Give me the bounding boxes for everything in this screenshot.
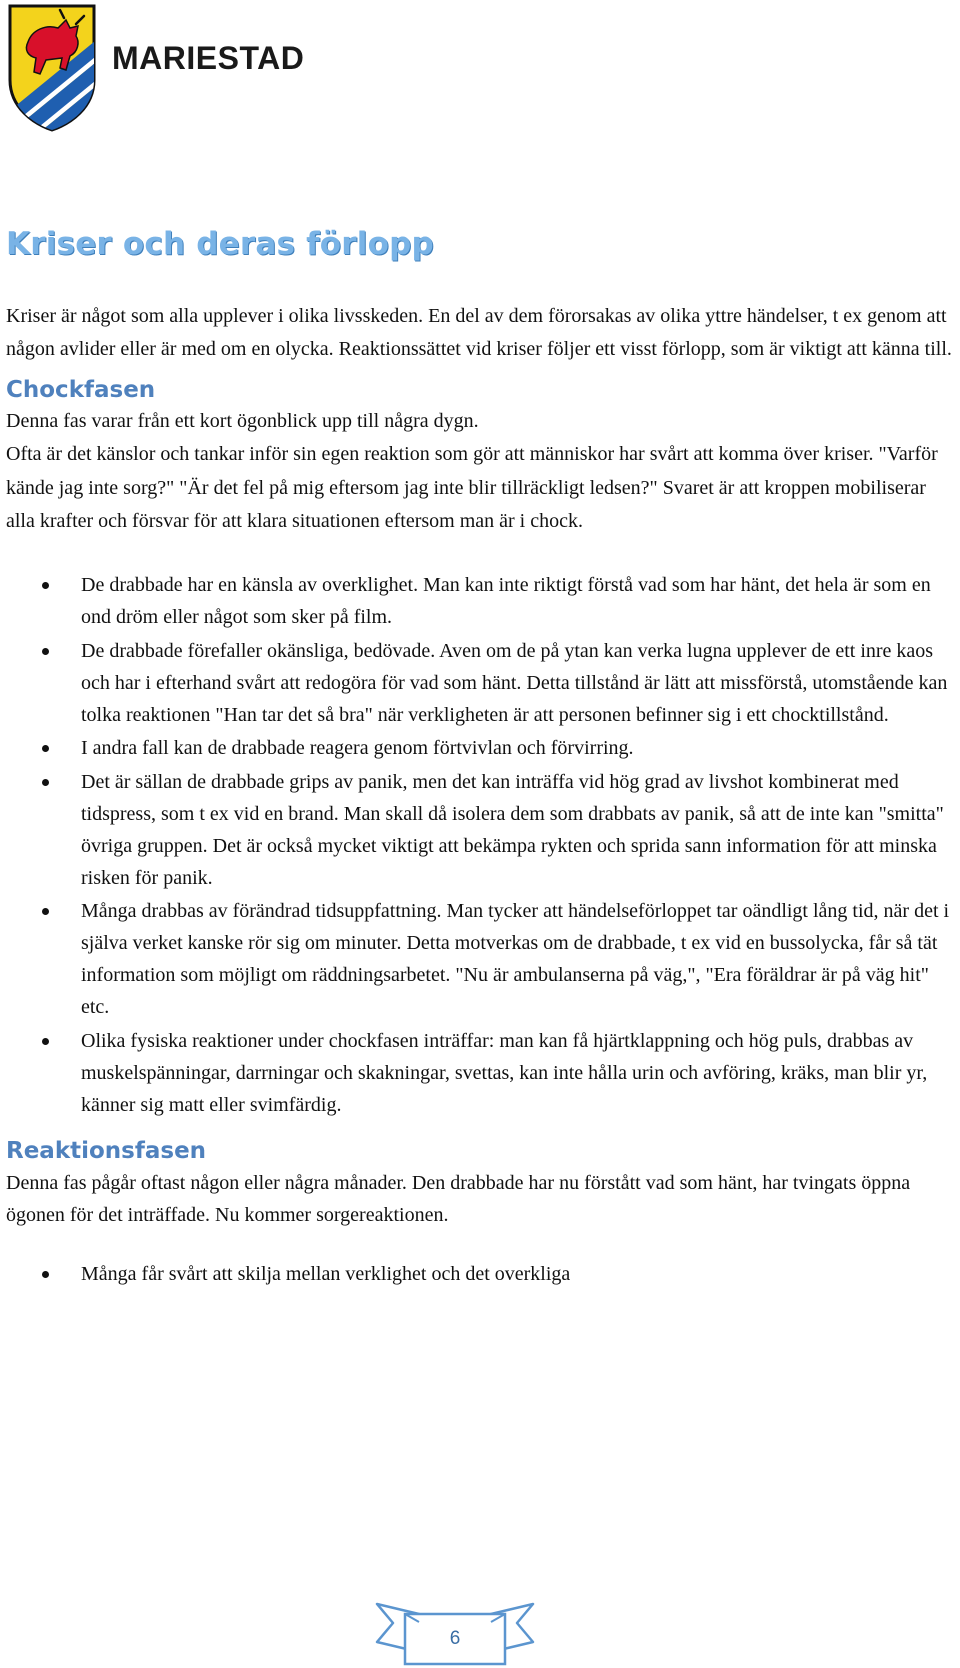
list-item: [6, 569, 956, 633]
bullet-icon: [42, 908, 49, 915]
chockfasen-bullet-list: [6, 569, 956, 1121]
bullet-icon: [42, 582, 49, 589]
bullet-icon: [42, 745, 49, 752]
list-item: [6, 766, 956, 894]
bullet-icon: [42, 1038, 49, 1045]
coat-of-arms-icon: [6, 2, 98, 132]
list-item-text: Många drabbas av förändrad tidsuppfattning. Man tycker att händelseförloppet tar oändligt lång tid, när det i själva verket kanske rör sig om minuter. Detta motverkas om de drabbade, t ex vid en bussolycka, får så tät information som möjligt om räddningsarbetet. "Nu är ambulanserna på väg,", "Era föräldrar är på väg hit" etc.: [81, 900, 950, 1019]
reaktionsfasen-bullet-list: [6, 1258, 956, 1290]
page-title: Kriser och deras förlopp: [6, 226, 434, 262]
intro-paragraph: Kriser är något som alla upplever i olika livsskeden. En del av dem förorsakas av olika yttre händelser, t ex genom att någon avlider eller är med om en olycka. Reaktionssättet vid kriser följer ett visst förlopp, som är viktigt att känna till.: [6, 305, 952, 361]
list-item: [6, 1258, 956, 1290]
reaktionsfasen-paragraph: Denna fas pågår oftast någon eller några månader. Den drabbade har nu förstått vad som hänt, har tvingats öppna ögonen för det inträffade. Nu kommer sorgereaktionen.: [6, 1171, 911, 1226]
logo-wordmark: MARIESTAD: [112, 40, 305, 76]
bullet-icon: [42, 779, 49, 786]
chockfasen-paragraph-1: Denna fas varar från ett kort ögonblick upp till några dygn.: [6, 409, 479, 432]
list-item-text: De drabbade förefaller okänsliga, bedövade. Aven om de på ytan kan verka lugna upplever de ett inre kaos och har i efterhand svårt att redogöra för vad som hänt. Detta tillstånd är lätt att missförstå, utomstående kan tolka reaktionen "Han tar det så bra" när verkligheten är att personen befinner sig i ett chocktillstånd.: [81, 639, 948, 726]
page-number: 6: [449, 1628, 461, 1649]
list-item-text: De drabbade har en känsla av overklighet. Man kan inte riktigt förstå vad som har hänt, det hela är som en ond dröm eller något som sker på film.: [81, 574, 931, 629]
page-footer: [375, 1598, 535, 1666]
section-heading-chockfasen: Chockfasen: [6, 376, 156, 403]
chockfasen-paragraph-2: Ofta är det känslor och tankar inför sin egen reaktion som gör att människor har svårt att komma över kriser. "Varför kände jag inte sorg?" "Är det fel på mig eftersom jag inte blir tillräckligt ledsen?" Svaret är att kroppen mobiliserar alla krafter och försvar för att klara situationen eftersom man är i chock.: [6, 443, 938, 533]
document-body: [6, 300, 956, 1290]
list-item-text: Det är sällan de drabbade grips av panik, men det kan inträffa vid hög grad av livshot kombinerat med tidspress, som t ex vid en brand. Man skall då isolera dem som drabbats av panik, så att de inte kan "smitta" övriga gruppen. Det är också mycket viktigt att bekämpa rykten och sprida sann information för att minska risken för panik.: [81, 770, 944, 889]
list-item-text: Olika fysiska reaktioner under chockfasen inträffar: man kan få hjärtklappning och hög puls, drabbas av muskelspänningar, darrningar och skakningar, svettas, kan inte hålla urin och avföring, kräks, man blir yr, känner sig matt eller svimfärdig.: [81, 1029, 928, 1116]
list-item: [6, 1025, 956, 1121]
list-item-text: I andra fall kan de drabbade reagera genom förtvivlan och förvirring.: [81, 737, 634, 760]
section-heading-reaktionsfasen: Reaktionsfasen: [6, 1137, 207, 1164]
list-item: [6, 895, 956, 1023]
bullet-icon: [42, 648, 49, 655]
list-item: [6, 732, 956, 764]
municipality-logo: [6, 2, 305, 132]
bullet-icon: [42, 1271, 49, 1278]
list-item-text: Många får svårt att skilja mellan verklighet och det overkliga: [81, 1262, 571, 1285]
list-item: [6, 635, 956, 731]
